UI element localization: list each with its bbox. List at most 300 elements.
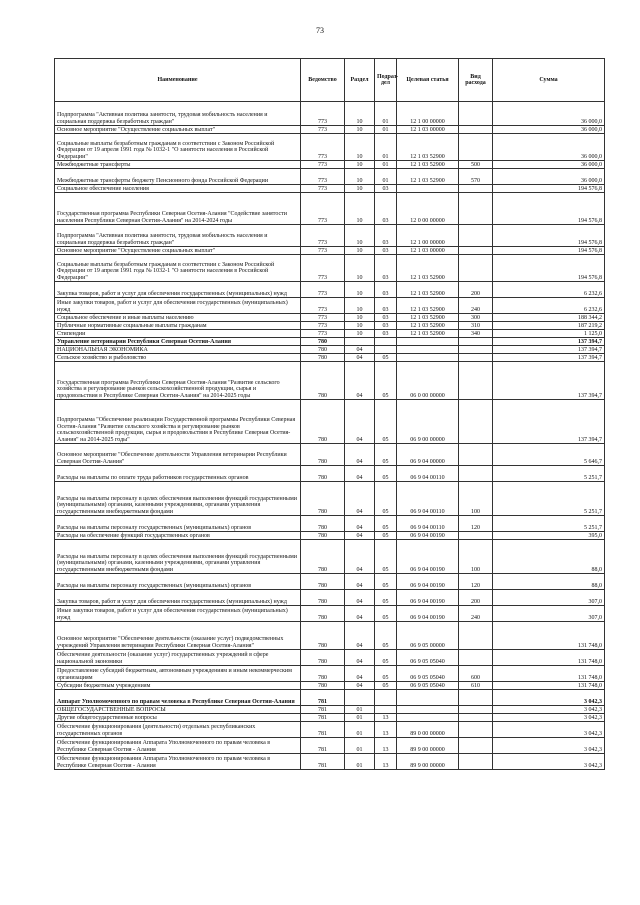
cell-target: 89 9 00 00000: [397, 738, 459, 754]
cell-section: 04: [345, 354, 375, 362]
cell-name: Обеспечение функционирования Аппарата Уполномоченного по правам человека в Республике Северная Осетия - Алания: [55, 754, 301, 770]
cell-exp-type: 600: [459, 666, 493, 682]
table-row: [55, 690, 605, 706]
cell-name: НАЦИОНАЛЬНАЯ ЭКОНОМИКА: [55, 346, 301, 354]
cell-exp-type: [459, 532, 493, 540]
cell-dept: 773: [301, 322, 345, 330]
cell-amount: 3 042,3: [493, 706, 605, 714]
cell-target: 12 1 03 52900: [397, 161, 459, 169]
cell-target: 12 1 03 52900: [397, 314, 459, 322]
table-row: [55, 247, 605, 255]
cell-subsection: 03: [375, 314, 397, 322]
cell-dept: 773: [301, 169, 345, 185]
cell-dept: 773: [301, 134, 345, 161]
cell-target: 06 9 05 00000: [397, 622, 459, 650]
cell-exp-type: [459, 247, 493, 255]
cell-dept: 780: [301, 444, 345, 466]
cell-exp-type: [459, 400, 493, 444]
cell-section: 10: [345, 193, 375, 225]
cell-section: 04: [345, 516, 375, 532]
table-row: [55, 482, 605, 516]
cell-target: 06 9 00 00000: [397, 400, 459, 444]
cell-target: 12 1 03 52900: [397, 134, 459, 161]
cell-exp-type: [459, 354, 493, 362]
table-row: [55, 622, 605, 650]
cell-target: 12 0 00 00000: [397, 193, 459, 225]
cell-section: 10: [345, 102, 375, 126]
cell-amount: 131 748,0: [493, 650, 605, 666]
cell-dept: 780: [301, 466, 345, 482]
cell-target: 06 9 05 05040: [397, 666, 459, 682]
cell-exp-type: 200: [459, 282, 493, 298]
cell-dept: 780: [301, 666, 345, 682]
cell-exp-type: [459, 362, 493, 400]
cell-section: 10: [345, 169, 375, 185]
cell-name: Основное мероприятие "Обеспечение деятельности Управления ветеринарии Республики Северная Осетия-Алания": [55, 444, 301, 466]
cell-dept: 773: [301, 225, 345, 247]
cell-dept: 781: [301, 722, 345, 738]
cell-amount: 88,0: [493, 574, 605, 590]
cell-name: Субсидии бюджетным учреждениям: [55, 682, 301, 690]
cell-name: Иные закупки товаров, работ и услуг для обеспечения государственных (муниципальных) нужд: [55, 606, 301, 622]
cell-dept: 780: [301, 590, 345, 606]
cell-subsection: 03: [375, 247, 397, 255]
cell-name: Расходы на выплаты персоналу государственных (муниципальных) органов: [55, 516, 301, 532]
cell-name: Подпрограмма "Активная политика занятости, трудовая мобильность населения и социальная поддержка безработных граждан": [55, 102, 301, 126]
cell-name: Социальное обеспечение и иные выплаты населению: [55, 314, 301, 322]
cell-exp-type: 120: [459, 516, 493, 532]
cell-subsection: 03: [375, 322, 397, 330]
cell-amount: 36 000,0: [493, 169, 605, 185]
cell-target: 06 0 00 00000: [397, 362, 459, 400]
cell-subsection: 05: [375, 650, 397, 666]
cell-amount: 194 576,8: [493, 255, 605, 282]
cell-section: 01: [345, 754, 375, 770]
cell-section: 10: [345, 255, 375, 282]
cell-name: Основное мероприятие "Обеспечение деятельности (оказание услуг) подведомственных учреждений Управления ветеринарии Республики Северная Осетия-Алания": [55, 622, 301, 650]
cell-exp-type: 500: [459, 161, 493, 169]
cell-target: 06 9 04 00190: [397, 574, 459, 590]
cell-section: 10: [345, 225, 375, 247]
cell-exp-type: [459, 185, 493, 193]
cell-target: 12 1 03 52900: [397, 169, 459, 185]
header-exp-type: Вид расхода: [459, 59, 493, 102]
cell-target: 89 0 00 00000: [397, 722, 459, 738]
cell-section: 10: [345, 161, 375, 169]
cell-subsection: 05: [375, 444, 397, 466]
cell-section: 04: [345, 400, 375, 444]
cell-amount: 88,0: [493, 540, 605, 574]
table-row: [55, 346, 605, 354]
cell-amount: 36 000,0: [493, 102, 605, 126]
cell-subsection: 13: [375, 714, 397, 722]
cell-target: 12 1 00 00000: [397, 102, 459, 126]
cell-dept: 781: [301, 706, 345, 714]
cell-dept: 773: [301, 161, 345, 169]
cell-section: 10: [345, 322, 375, 330]
cell-target: [397, 338, 459, 346]
cell-dept: 773: [301, 255, 345, 282]
cell-target: 12 1 03 52900: [397, 255, 459, 282]
cell-amount: 187 219,2: [493, 322, 605, 330]
table-row: [55, 714, 605, 722]
cell-target: 12 1 03 52900: [397, 330, 459, 338]
table-row: [55, 722, 605, 738]
cell-section: [345, 690, 375, 706]
cell-amount: 188 344,2: [493, 314, 605, 322]
cell-dept: 780: [301, 482, 345, 516]
cell-target: 12 1 03 52900: [397, 322, 459, 330]
cell-amount: 5 251,7: [493, 516, 605, 532]
cell-subsection: 05: [375, 516, 397, 532]
cell-dept: 773: [301, 330, 345, 338]
cell-target: 12 1 03 00000: [397, 247, 459, 255]
cell-name: Обеспечение функционирования Аппарата Уполномоченного по правам человека в Республике Северная Осетия - Алания: [55, 738, 301, 754]
cell-dept: 780: [301, 622, 345, 650]
cell-amount: 3 042,3: [493, 714, 605, 722]
cell-subsection: 05: [375, 400, 397, 444]
cell-exp-type: 100: [459, 540, 493, 574]
header-section: Раздел: [345, 59, 375, 102]
cell-amount: 6 232,6: [493, 282, 605, 298]
table-row: [55, 126, 605, 134]
cell-amount: 137 394,7: [493, 338, 605, 346]
cell-exp-type: 120: [459, 574, 493, 590]
cell-exp-type: 300: [459, 314, 493, 322]
table-row: [55, 540, 605, 574]
table-row: [55, 532, 605, 540]
cell-dept: 780: [301, 400, 345, 444]
cell-target: [397, 706, 459, 714]
cell-target: 06 9 05 05040: [397, 650, 459, 666]
cell-target: [397, 354, 459, 362]
cell-exp-type: [459, 225, 493, 247]
cell-exp-type: [459, 754, 493, 770]
cell-section: 04: [345, 362, 375, 400]
cell-name: Расходы на выплаты по оплате труда работников государственных органов: [55, 466, 301, 482]
table-row: [55, 225, 605, 247]
cell-section: 10: [345, 126, 375, 134]
table-row: [55, 161, 605, 169]
cell-name: Социальные выплаты безработным гражданам в соответствии с Законом Российской Федерации от 19 апреля 1991 года № 1032-1 "О занятости населения в Российской Федерации": [55, 134, 301, 161]
cell-amount: 6 232,6: [493, 298, 605, 314]
cell-exp-type: 310: [459, 322, 493, 330]
table-row: [55, 400, 605, 444]
cell-dept: 781: [301, 714, 345, 722]
cell-name: Аппарат Уполномоченного по правам человека в Республике Северная Осетия-Алания: [55, 690, 301, 706]
cell-subsection: 05: [375, 574, 397, 590]
header-target: Целевая статья: [397, 59, 459, 102]
cell-target: 06 9 04 00000: [397, 444, 459, 466]
cell-name: Обеспечение функционирования (деятельности) отдельных республиканских государственных органов: [55, 722, 301, 738]
cell-exp-type: [459, 714, 493, 722]
cell-dept: 780: [301, 540, 345, 574]
cell-subsection: 01: [375, 126, 397, 134]
cell-section: 04: [345, 574, 375, 590]
cell-dept: 780: [301, 516, 345, 532]
cell-target: 06 9 04 00190: [397, 540, 459, 574]
cell-name: Управление ветеринарии Республики Северная Осетия-Алания: [55, 338, 301, 346]
cell-exp-type: [459, 102, 493, 126]
table-row: [55, 298, 605, 314]
header-amount: Сумма: [493, 59, 605, 102]
cell-amount: 395,0: [493, 532, 605, 540]
cell-target: 12 1 03 52900: [397, 282, 459, 298]
table-row: [55, 606, 605, 622]
cell-section: 04: [345, 590, 375, 606]
cell-amount: 137 394,7: [493, 362, 605, 400]
cell-dept: 773: [301, 298, 345, 314]
cell-dept: 780: [301, 606, 345, 622]
cell-subsection: 03: [375, 193, 397, 225]
cell-dept: 780: [301, 362, 345, 400]
cell-name: Другие общегосударственные вопросы: [55, 714, 301, 722]
cell-subsection: 03: [375, 185, 397, 193]
cell-name: Социальное обеспечение населения: [55, 185, 301, 193]
cell-amount: 194 576,8: [493, 185, 605, 193]
cell-subsection: 05: [375, 682, 397, 690]
table-row: [55, 682, 605, 690]
table-row: [55, 322, 605, 330]
cell-subsection: [375, 690, 397, 706]
cell-dept: 781: [301, 690, 345, 706]
cell-section: 10: [345, 330, 375, 338]
cell-exp-type: 240: [459, 606, 493, 622]
cell-target: 12 1 00 00000: [397, 225, 459, 247]
cell-subsection: 13: [375, 754, 397, 770]
cell-subsection: [375, 706, 397, 714]
table-row: [55, 134, 605, 161]
table-row: [55, 666, 605, 682]
cell-exp-type: [459, 255, 493, 282]
cell-target: [397, 346, 459, 354]
table-row: [55, 338, 605, 346]
cell-section: 04: [345, 666, 375, 682]
cell-section: 01: [345, 706, 375, 714]
cell-name: Закупка товаров, работ и услуг для обеспечения государственных (муниципальных) нужд: [55, 590, 301, 606]
cell-exp-type: [459, 622, 493, 650]
table-header-row: [55, 59, 605, 102]
table-row: [55, 282, 605, 298]
cell-target: 06 9 04 00190: [397, 590, 459, 606]
cell-subsection: 05: [375, 540, 397, 574]
cell-target: 06 9 04 00190: [397, 606, 459, 622]
cell-amount: 1 125,0: [493, 330, 605, 338]
cell-amount: 131 748,0: [493, 682, 605, 690]
cell-subsection: 05: [375, 354, 397, 362]
table-row: [55, 590, 605, 606]
cell-dept: 780: [301, 650, 345, 666]
cell-amount: 307,0: [493, 606, 605, 622]
cell-section: 10: [345, 314, 375, 322]
table-row: [55, 516, 605, 532]
cell-subsection: 05: [375, 622, 397, 650]
cell-name: Основное мероприятие "Осуществление социальных выплат": [55, 247, 301, 255]
cell-amount: 3 042,3: [493, 690, 605, 706]
cell-name: Предоставление субсидий бюджетным, автономным учреждениям и иным некоммерческим организациям: [55, 666, 301, 682]
cell-subsection: 01: [375, 169, 397, 185]
header-name: Наименование: [55, 59, 301, 102]
cell-amount: 137 394,7: [493, 354, 605, 362]
cell-amount: 194 576,8: [493, 225, 605, 247]
header-dept: Ведомство: [301, 59, 345, 102]
cell-dept: 773: [301, 314, 345, 322]
cell-section: 10: [345, 247, 375, 255]
cell-subsection: [375, 338, 397, 346]
cell-exp-type: [459, 650, 493, 666]
cell-amount: 137 394,7: [493, 346, 605, 354]
cell-amount: 131 748,0: [493, 666, 605, 682]
cell-exp-type: [459, 444, 493, 466]
cell-subsection: 03: [375, 255, 397, 282]
cell-subsection: 05: [375, 362, 397, 400]
table-row: [55, 330, 605, 338]
cell-target: 12 1 03 52900: [397, 298, 459, 314]
cell-section: 10: [345, 282, 375, 298]
cell-section: 04: [345, 650, 375, 666]
cell-target: 06 9 04 00110: [397, 466, 459, 482]
cell-name: Закупка товаров, работ и услуг для обеспечения государственных (муниципальных) нужд: [55, 282, 301, 298]
cell-exp-type: [459, 690, 493, 706]
cell-name: Подпрограмма "Обеспечение реализации Государственной программы Республики Северная Осетия-Алания "Развитие сельского хозяйства и регулирование рынков сельскохозяйственной продукции, сырья и продовольствия в Республике Северная Осетия-Алания" на 2014-2025 годы": [55, 400, 301, 444]
cell-name: Расходы на обеспечение функций государственных органов: [55, 532, 301, 540]
cell-dept: 781: [301, 754, 345, 770]
cell-dept: 780: [301, 574, 345, 590]
table-row: [55, 193, 605, 225]
cell-target: 89 9 00 00000: [397, 754, 459, 770]
cell-name: Социальные выплаты безработным гражданам в соответствии с Законом Российской Федерации от 19 апреля 1991 года № 1032-1 "О занятости населения в Российской Федерации": [55, 255, 301, 282]
cell-exp-type: 100: [459, 482, 493, 516]
cell-subsection: 05: [375, 482, 397, 516]
cell-exp-type: [459, 466, 493, 482]
cell-amount: 131 748,0: [493, 622, 605, 650]
cell-name: Сельское хозяйство и рыболовство: [55, 354, 301, 362]
cell-dept: 781: [301, 738, 345, 754]
cell-exp-type: [459, 738, 493, 754]
cell-exp-type: [459, 346, 493, 354]
cell-dept: 780: [301, 338, 345, 346]
cell-amount: 36 000,0: [493, 134, 605, 161]
cell-name: Подпрограмма "Активная политика занятости, трудовая мобильность населения и социальная поддержка безработных граждан": [55, 225, 301, 247]
cell-section: 04: [345, 466, 375, 482]
cell-amount: 36 000,0: [493, 126, 605, 134]
table-row: [55, 738, 605, 754]
cell-amount: 5 646,7: [493, 444, 605, 466]
cell-dept: 773: [301, 282, 345, 298]
cell-amount: 5 251,7: [493, 466, 605, 482]
cell-name: Государственная программа Республики Северная Осетия-Алания "Содействие занятости населения Республики Северная Осетия-Алания" на 2014-2024 годы: [55, 193, 301, 225]
cell-subsection: 01: [375, 161, 397, 169]
cell-amount: 3 042,3: [493, 754, 605, 770]
table-row: [55, 102, 605, 126]
cell-section: 01: [345, 722, 375, 738]
table-row: [55, 255, 605, 282]
cell-amount: 3 042,3: [493, 722, 605, 738]
cell-target: 12 1 03 00000: [397, 126, 459, 134]
cell-section: 01: [345, 714, 375, 722]
cell-amount: 194 576,8: [493, 247, 605, 255]
cell-name: Межбюджетные трансферты бюджету Пенсионного фонда Российской Федерации: [55, 169, 301, 185]
cell-dept: 773: [301, 247, 345, 255]
cell-exp-type: [459, 193, 493, 225]
cell-target: 06 9 05 05040: [397, 682, 459, 690]
cell-name: Расходы на выплаты персоналу в целях обеспечения выполнения функций государственными (муниципальными) органами, казенными учреждениями, органами управления государственными внебюджетными фондами: [55, 540, 301, 574]
cell-dept: 780: [301, 354, 345, 362]
cell-dept: 773: [301, 185, 345, 193]
cell-name: Основное мероприятие "Осуществление социальных выплат": [55, 126, 301, 134]
cell-dept: 780: [301, 532, 345, 540]
cell-subsection: 01: [375, 102, 397, 126]
cell-target: [397, 714, 459, 722]
cell-subsection: 13: [375, 738, 397, 754]
table-row: [55, 574, 605, 590]
cell-dept: 773: [301, 102, 345, 126]
cell-subsection: 03: [375, 330, 397, 338]
cell-section: 04: [345, 482, 375, 516]
cell-subsection: 05: [375, 606, 397, 622]
cell-section: 04: [345, 606, 375, 622]
cell-subsection: 03: [375, 225, 397, 247]
cell-amount: 5 251,7: [493, 482, 605, 516]
cell-exp-type: [459, 722, 493, 738]
cell-section: 10: [345, 185, 375, 193]
table-row: [55, 466, 605, 482]
page-number: 73: [316, 26, 324, 35]
table-row: [55, 354, 605, 362]
cell-exp-type: 570: [459, 169, 493, 185]
cell-section: 04: [345, 540, 375, 574]
cell-name: Межбюджетные трансферты: [55, 161, 301, 169]
budget-table: [54, 58, 605, 770]
cell-exp-type: [459, 706, 493, 714]
cell-target: [397, 690, 459, 706]
cell-amount: 36 000,0: [493, 161, 605, 169]
cell-dept: 773: [301, 193, 345, 225]
cell-amount: 194 576,8: [493, 193, 605, 225]
cell-subsection: 03: [375, 282, 397, 298]
cell-exp-type: [459, 338, 493, 346]
table-row: [55, 362, 605, 400]
table-row: [55, 650, 605, 666]
cell-dept: 780: [301, 346, 345, 354]
cell-target: 06 9 04 00110: [397, 516, 459, 532]
table-row: [55, 185, 605, 193]
cell-section: 04: [345, 346, 375, 354]
cell-subsection: 05: [375, 466, 397, 482]
cell-name: Государственная программа Республики Северная Осетия-Алания "Развитие сельского хозяйства и регулирование рынков сельскохозяйственной продукции, сырья и продовольствия в Республике Северная Осетия-Алания" на 2014-2025 годы: [55, 362, 301, 400]
table-row: [55, 314, 605, 322]
cell-section: 04: [345, 682, 375, 690]
cell-exp-type: [459, 126, 493, 134]
cell-exp-type: 240: [459, 298, 493, 314]
cell-section: 10: [345, 298, 375, 314]
cell-exp-type: 340: [459, 330, 493, 338]
cell-subsection: 01: [375, 134, 397, 161]
cell-name: Расходы на выплаты персоналу государственных (муниципальных) органов: [55, 574, 301, 590]
cell-target: [397, 185, 459, 193]
cell-subsection: 05: [375, 666, 397, 682]
cell-name: Стипендии: [55, 330, 301, 338]
cell-name: Расходы на выплаты персоналу в целях обеспечения выполнения функций государственными (муниципальными) органами, казенными учреждениями, органами управления государственными внебюджетными фондами: [55, 482, 301, 516]
cell-exp-type: 200: [459, 590, 493, 606]
cell-section: 04: [345, 532, 375, 540]
table-row: [55, 754, 605, 770]
cell-name: ОБЩЕГОСУДАРСТВЕННЫЕ ВОПРОСЫ: [55, 706, 301, 714]
table-row: [55, 444, 605, 466]
cell-name: Публичные нормативные социальные выплаты гражданам: [55, 322, 301, 330]
cell-exp-type: [459, 134, 493, 161]
table-row: [55, 706, 605, 714]
